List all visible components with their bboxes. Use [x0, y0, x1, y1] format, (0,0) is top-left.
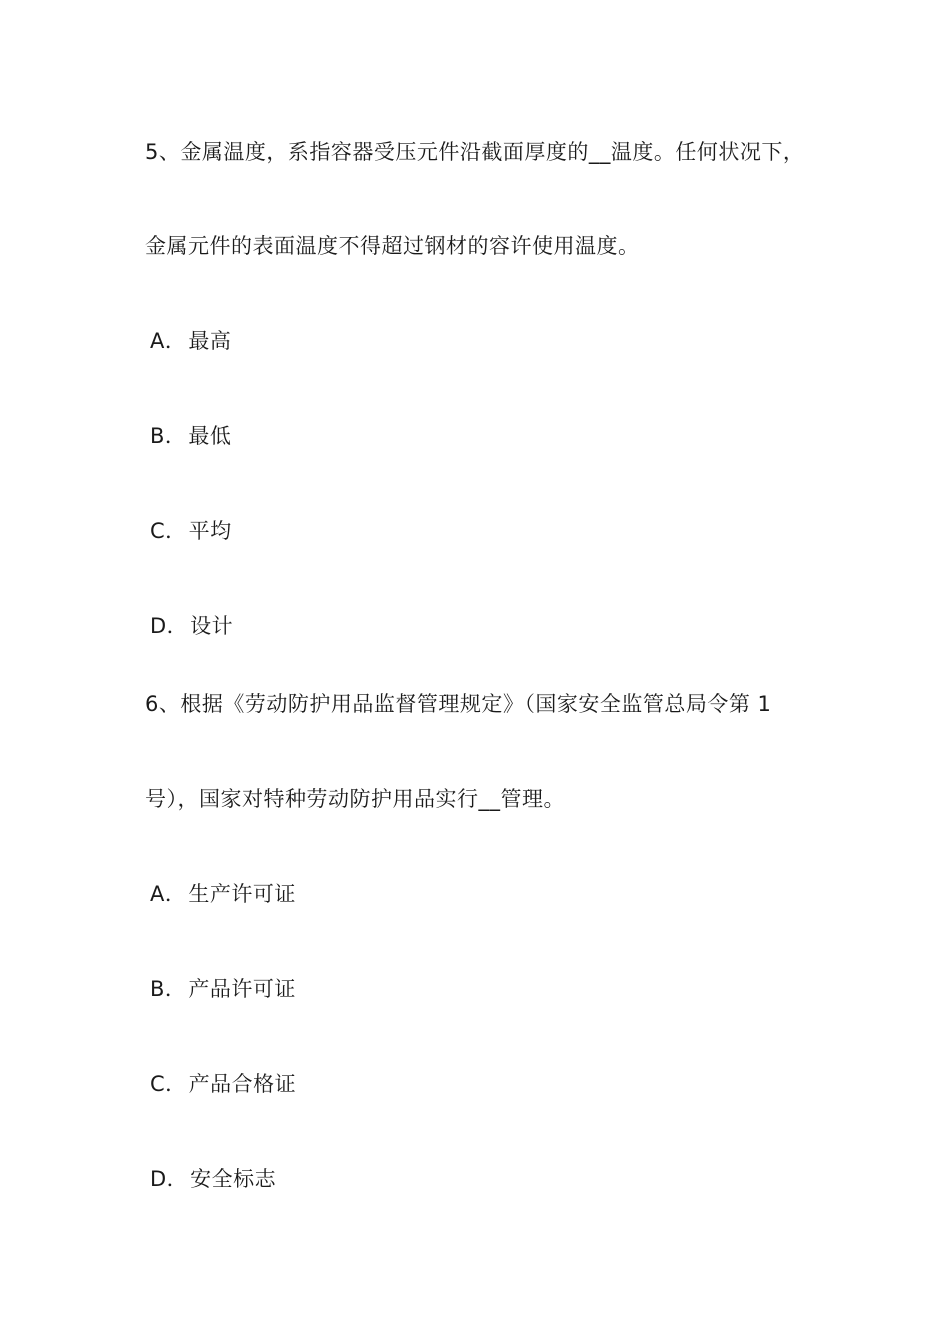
question-6-stem-line-1: 6、根据《劳动防护用品监督管理规定》（国家安全监管总局令第 1 [145, 692, 772, 716]
option-letter: B． [150, 977, 187, 1001]
option-text: 产品许可证 [188, 977, 296, 1001]
question-6-option-d [150, 1165, 276, 1193]
option-text: 平均 [188, 519, 232, 543]
option-text: 最低 [188, 424, 232, 448]
option-text: 生产许可证 [188, 882, 296, 906]
option-letter: D． [150, 1167, 189, 1191]
option-text: 安全标志 [190, 1167, 277, 1191]
question-6-option-b [150, 975, 296, 1003]
question-6-stem-line-2: 号），国家对特种劳动防护用品实行__管理。 [145, 787, 565, 811]
option-text: 设计 [190, 614, 234, 638]
option-text: 最高 [188, 329, 232, 353]
question-5-option-c [150, 517, 232, 545]
question-6-option-a [150, 880, 296, 908]
option-letter: C． [150, 1072, 187, 1096]
question-5-option-d [150, 612, 233, 640]
question-5-option-b [150, 422, 231, 450]
option-letter: D． [150, 614, 189, 638]
question-6-option-c [150, 1070, 296, 1098]
question-5-option-a [150, 327, 231, 355]
question-5-stem-line-2: 金属元件的表面温度不得超过钢材的容许使用温度。 [145, 234, 640, 258]
option-text: 产品合格证 [188, 1072, 297, 1096]
question-5-stem-line-1: 5、金属温度，系指容器受压元件沿截面厚度的__温度。任何状况下， [145, 140, 805, 164]
option-letter: B． [150, 424, 187, 448]
option-letter: C． [150, 519, 187, 543]
option-letter: A． [150, 329, 187, 353]
option-letter: A． [150, 882, 187, 906]
